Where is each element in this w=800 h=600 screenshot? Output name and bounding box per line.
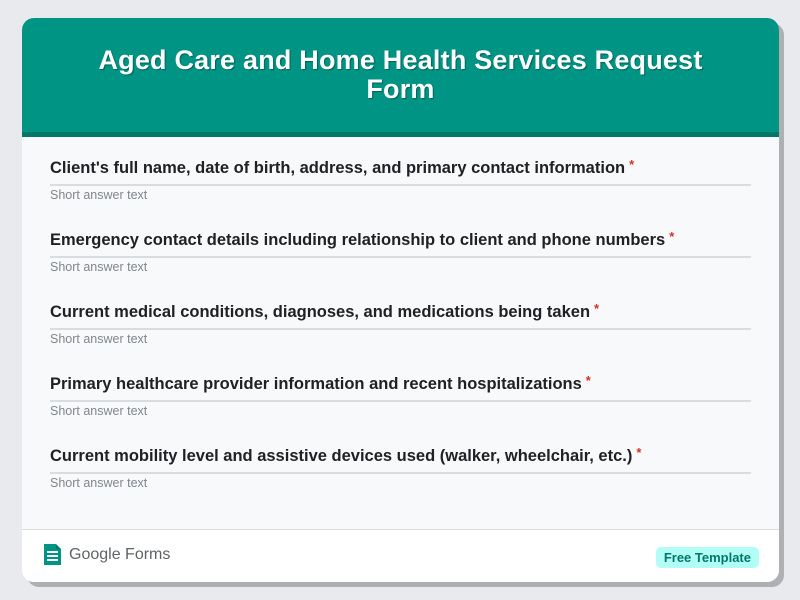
question-medical-conditions — [50, 299, 751, 371]
required-asterisk: * — [636, 445, 642, 460]
question-list — [22, 137, 779, 515]
google-forms-icon — [44, 544, 61, 565]
required-asterisk: * — [669, 229, 675, 244]
answer-underline — [50, 400, 751, 402]
question-label: Primary healthcare provider information and recent hospitalizations — [50, 375, 582, 393]
question-label: Client's full name, date of birth, address, and primary contact information — [50, 159, 626, 177]
answer-underline — [50, 328, 751, 330]
form-header — [22, 18, 779, 137]
form-card — [22, 18, 779, 582]
short-answer-input[interactable] — [50, 475, 450, 491]
question-label: Emergency contact details including relationship to client and phone numbers — [50, 231, 666, 249]
answer-underline — [50, 256, 751, 258]
required-asterisk: * — [629, 157, 635, 172]
brand-label: Google Forms — [69, 545, 171, 563]
answer-underline — [50, 472, 751, 474]
short-answer-input[interactable] — [50, 331, 450, 347]
required-asterisk: * — [585, 373, 591, 388]
google-forms-brand — [44, 544, 170, 565]
short-answer-input[interactable] — [50, 187, 450, 203]
question-client-details — [50, 155, 751, 227]
question-label: Current mobility level and assistive devices used (walker, wheelchair, etc.) — [50, 447, 633, 465]
free-template-badge: Free Template — [656, 547, 759, 568]
question-mobility — [50, 443, 751, 515]
required-asterisk: * — [594, 301, 600, 316]
question-emergency-contact — [50, 227, 751, 299]
question-healthcare-provider — [50, 371, 751, 443]
answer-underline — [50, 184, 751, 186]
short-answer-input[interactable] — [50, 259, 450, 275]
short-answer-input[interactable] — [50, 403, 450, 419]
question-label: Current medical conditions, diagnoses, and medications being taken — [50, 303, 591, 321]
form-footer — [22, 529, 779, 582]
form-title: Aged Care and Home Health Services Request Form — [98, 45, 703, 104]
